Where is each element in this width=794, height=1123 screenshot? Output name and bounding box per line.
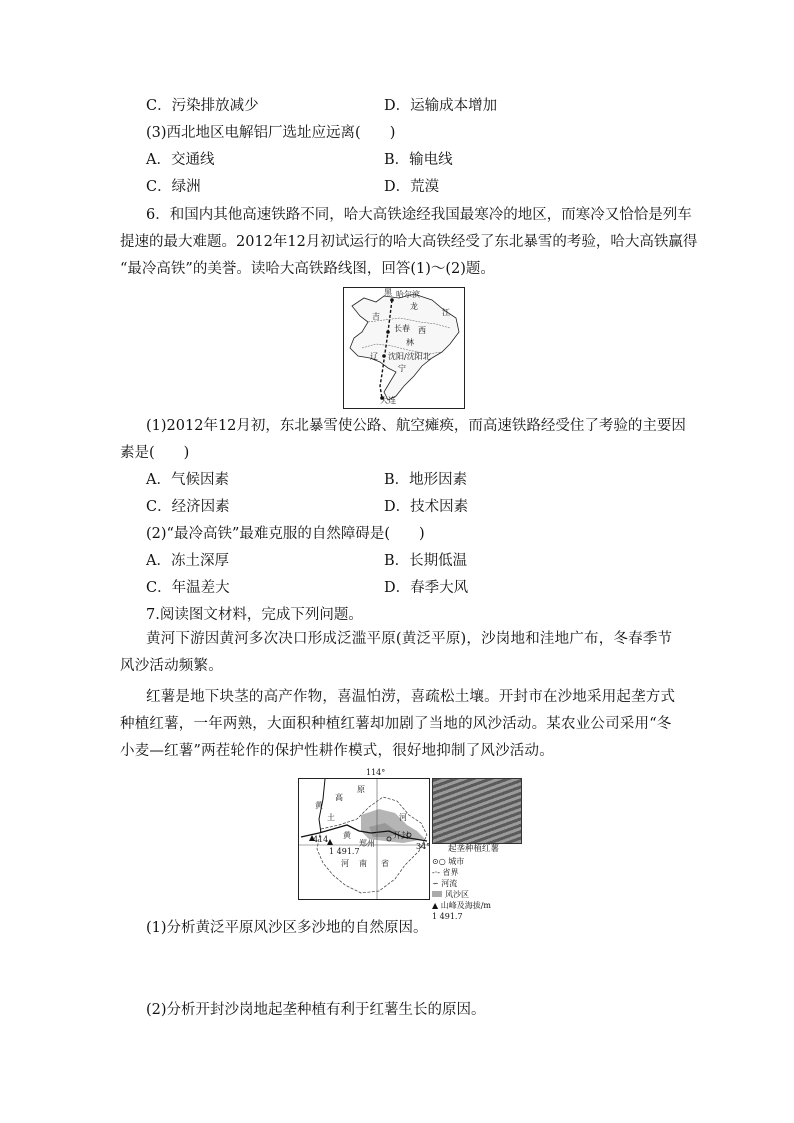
sand-area-swatch: [432, 891, 442, 897]
q6-sub2-option-b: B．长期低温: [384, 553, 468, 569]
map-label-changchun: 长春: [394, 324, 410, 333]
q6-sub1-line-2: 素是( ): [120, 445, 190, 461]
map-label-yuan: 原: [357, 785, 365, 794]
map-label-dalian: 大连: [380, 396, 396, 405]
q6-sub1-option-c: C．经济因素: [146, 499, 230, 515]
border-line-icon: -·-: [432, 868, 443, 877]
q7-sub2: (2)分析开封沙岗地起垄种植有利于红薯生长的原因。: [146, 1002, 486, 1018]
q6-sub1-option-d: D．技术因素: [384, 499, 469, 515]
q5-option-c: C．污染排放减少: [146, 98, 259, 114]
q6-sub1-option-b: B．地形因素: [384, 472, 468, 488]
q5-3-option-c: C．绿洲: [146, 179, 201, 195]
map-latitude-label: 34°: [416, 842, 431, 851]
legend-peak-value: 1 491.7: [432, 912, 463, 921]
map-label-xi: 西: [418, 326, 426, 335]
map-label-huang-river: 黄: [343, 831, 351, 840]
q7-intro: 7.阅读图文材料，完成下列问题。: [146, 607, 363, 623]
q5-3-option-a: A．交通线: [146, 152, 215, 168]
peak-icon: ▲: [432, 901, 441, 910]
q6-sub2-option-d: D．春季大风: [384, 580, 469, 596]
map-label-ji: 吉: [372, 312, 380, 321]
map-longitude-label: 114°: [366, 768, 386, 777]
map-label-peak-2: 1 491.7: [329, 847, 360, 856]
harbin-dalian-railway-map: [343, 287, 465, 409]
map-label-he-river: 河: [399, 813, 407, 822]
q5-3-stem: (3)西北地区电解铝厂选址应远离( ): [146, 125, 396, 141]
q5-3-option-b: B．输电线: [384, 152, 453, 168]
legend-border: -·- 省界: [432, 868, 459, 877]
map-label-liao: 辽: [370, 352, 378, 361]
legend-city: ⊙○ 城市: [432, 857, 465, 866]
sweet-potato-ridge-photo: [432, 778, 522, 844]
map-label-ning: 宁: [398, 364, 406, 373]
river-icon: ∽: [432, 879, 442, 888]
legend-river: ∽ 河流: [432, 879, 458, 888]
map-label-gao: 高: [335, 793, 343, 802]
map-label-henan-he: 河: [341, 859, 349, 868]
q6-sub2-option-c: C．年温差大: [146, 580, 230, 596]
q6-sub1-option-a: A．气候因素: [146, 472, 229, 488]
henan-sand-area-map: [298, 778, 430, 900]
q6-sub2-option-a: A．冻土深厚: [146, 553, 229, 569]
q7-paragraph-2: 红薯是地下块茎的高产作物，喜温怕涝，喜疏松土壤。开封市在沙地采用起垄方式种植红薯，一年两熟，大面积种植红薯却加剧了当地的风沙活动。某农业公司采用“冬小麦—红薯”两茬轮作的保护性耕作模式，很好地抑制了风沙活动。: [120, 689, 676, 759]
q6-intro-line-1: 6．和国内其他高速铁路不同，哈大高铁途经我国最寒冷的地区，而寒冷又恰恰是列车: [146, 207, 692, 223]
map-label-huang-top: 黄: [315, 801, 323, 810]
q6-sub1-line-1: (1)2012年12月初，东北暴雪使公路、航空瘫痪，而高速铁路经受住了考验的主要因: [146, 418, 686, 434]
map-label-jiang: 江: [442, 308, 450, 317]
legend-peak: ▲ 山峰及海拔/m: [432, 901, 491, 910]
q6-sub2-stem: (2)“最冷高铁”最难克服的自然障碍是( ): [146, 526, 425, 542]
railway-map-drawing: [344, 288, 464, 408]
map-label-tu: 土: [327, 813, 335, 822]
legend-sand: 风沙区: [432, 889, 542, 900]
map-label-hei: 黑: [384, 288, 392, 297]
map-label-peak-1: 414: [313, 835, 329, 844]
q7-paragraph-1: 黄河下游因黄河多次决口形成泛滥平原(黄泛平原)，沙岗地和洼地广布，冬春季节风沙活动频繁。: [120, 631, 673, 674]
map-legend: [432, 856, 542, 922]
q7-sub1: (1)分析黄泛平原风沙区多沙地的自然原因。: [146, 920, 428, 936]
map-label-long: 龙: [410, 302, 418, 311]
map-label-kaifeng: 开封: [393, 831, 409, 840]
q5-3-option-d: D．荒漠: [384, 179, 440, 195]
map-label-harbin: 哈尔滨: [396, 290, 420, 299]
map-label-henan-nan: 南: [359, 859, 367, 868]
q6-intro-line-3: “最冷高铁”的美誉。读哈大高铁路线图，回答(1)～(2)题。: [120, 261, 495, 277]
map-label-henan-sheng: 省: [381, 859, 389, 868]
q5-option-d: D．运输成本增加: [384, 98, 498, 114]
city-icon: ⊙○: [432, 857, 449, 866]
map-label-lin: 林: [406, 338, 414, 347]
q6-intro-line-2: 提速的最大难题。2012年12月初试运行的哈大高铁经受了东北暴雪的考验，哈大高铁赢得: [120, 234, 698, 250]
map-label-shenyang: 沈阳/沈阳北: [388, 352, 431, 361]
map-label-zhengzhou: 郑州: [359, 839, 375, 848]
photo-caption: 起垄种植红薯: [448, 844, 500, 854]
